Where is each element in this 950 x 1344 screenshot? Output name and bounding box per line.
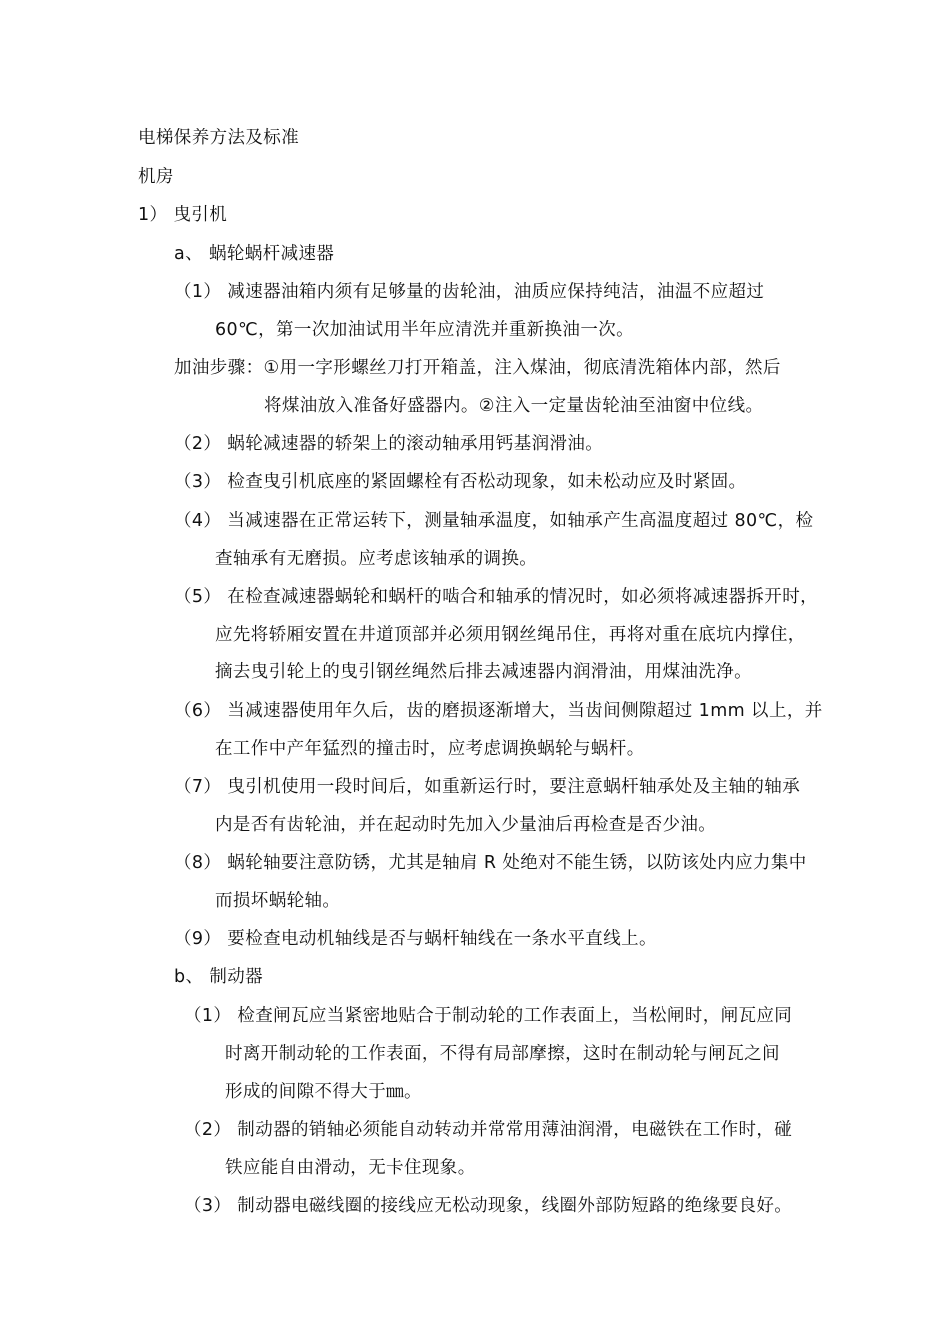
- part-b-item-1-line-3: 形成的间隙不得大于㎜。: [225, 1082, 422, 1102]
- part-a-item-1-line-2: 60℃，第一次加油试用半年应清洗并重新换油一次。: [215, 320, 635, 340]
- part-b-heading: b、 制动器: [174, 967, 264, 987]
- part-b-item-2-line-2: 铁应能自由滑动，无卡住现象。: [225, 1158, 476, 1178]
- section-heading: 机房: [138, 167, 174, 187]
- part-b-item-1-line-1: （1） 检查闸瓦应当紧密地贴合于制动轮的工作表面上，当松闸时，闸瓦应同: [184, 1006, 793, 1026]
- doc-title: 电梯保养方法及标准: [138, 128, 300, 148]
- part-a-item-6-line-2: 在工作中产年猛烈的撞击时，应考虑调换蜗轮与蜗杆。: [215, 739, 645, 759]
- part-b-item-2-line-1: （2） 制动器的销轴必须能自动转动并常常用薄油润滑，电磁铁在工作时，碰: [184, 1120, 793, 1140]
- part-a-item-2-line-1: （2） 蜗轮减速器的轿架上的滚动轴承用钙基润滑油。: [174, 434, 604, 454]
- part-a-item-6-line-1: （6） 当减速器使用年久后，齿的磨损逐渐增大，当齿间侧隙超过 1mm 以上，并: [174, 701, 823, 721]
- part-a-item-7-line-1: （7） 曳引机使用一段时间后，如重新运行时，要注意蜗杆轴承处及主轴的轴承: [174, 777, 801, 797]
- part-a-item-8-line-2: 而损坏蜗轮轴。: [215, 891, 341, 911]
- part-a-item-4-line-1: （4） 当减速器在正常运转下，测量轴承温度，如轴承产生高温度超过 80℃，检: [174, 511, 814, 531]
- part-a-item-4-line-2: 查轴承有无磨损。应考虑该轴承的调换。: [215, 549, 538, 569]
- oiling-steps-line-1: 加油步骤：①用一字形螺丝刀打开箱盖，注入煤油，彻底清洗箱体内部，然后: [174, 358, 781, 378]
- part-b-item-1-line-2: 时离开制动轮的工作表面，不得有局部摩擦，这时在制动轮与闸瓦之间: [225, 1044, 780, 1064]
- part-b-item-3-line-1: （3） 制动器电磁线圈的接线应无松动现象，线圈外部防短路的绝缘要良好。: [184, 1196, 793, 1216]
- part-a-item-3-line-1: （3） 检查曳引机底座的紧固螺栓有否松动现象，如未松动应及时紧固。: [174, 472, 747, 492]
- part-a-item-5-line-1: （5） 在检查减速器蜗轮和蜗杆的啮合和轴承的情况时，如必须将减速器拆开时，: [174, 587, 818, 607]
- part-a-item-5-line-3: 摘去曳引轮上的曳引钢丝绳然后排去减速器内润滑油，用煤油洗净。: [215, 662, 752, 682]
- subsection-heading: 1） 曳引机: [138, 205, 228, 225]
- part-a-heading: a、 蜗轮蜗杆减速器: [174, 244, 335, 264]
- part-a-item-9-line-1: （9） 要检查电动机轴线是否与蜗杆轴线在一条水平直线上。: [174, 929, 657, 949]
- part-a-item-8-line-1: （8） 蜗轮轴要注意防锈，尤其是轴肩 R 处绝对不能生锈，以防该处内应力集中: [174, 853, 807, 873]
- oiling-steps-line-2: 将煤油放入准备好盛器内。②注入一定量齿轮油至油窗中位线。: [264, 396, 764, 416]
- part-a-item-1-line-1: （1） 减速器油箱内须有足够量的齿轮油，油质应保持纯洁，油温不应超过: [174, 282, 765, 302]
- part-a-item-7-line-2: 内是否有齿轮油，并在起动时先加入少量油后再检查是否少油。: [215, 815, 717, 835]
- part-a-item-5-line-2: 应先将轿厢安置在井道顶部并必须用钢丝绳吊住，再将对重在底坑内撑住，: [215, 625, 806, 645]
